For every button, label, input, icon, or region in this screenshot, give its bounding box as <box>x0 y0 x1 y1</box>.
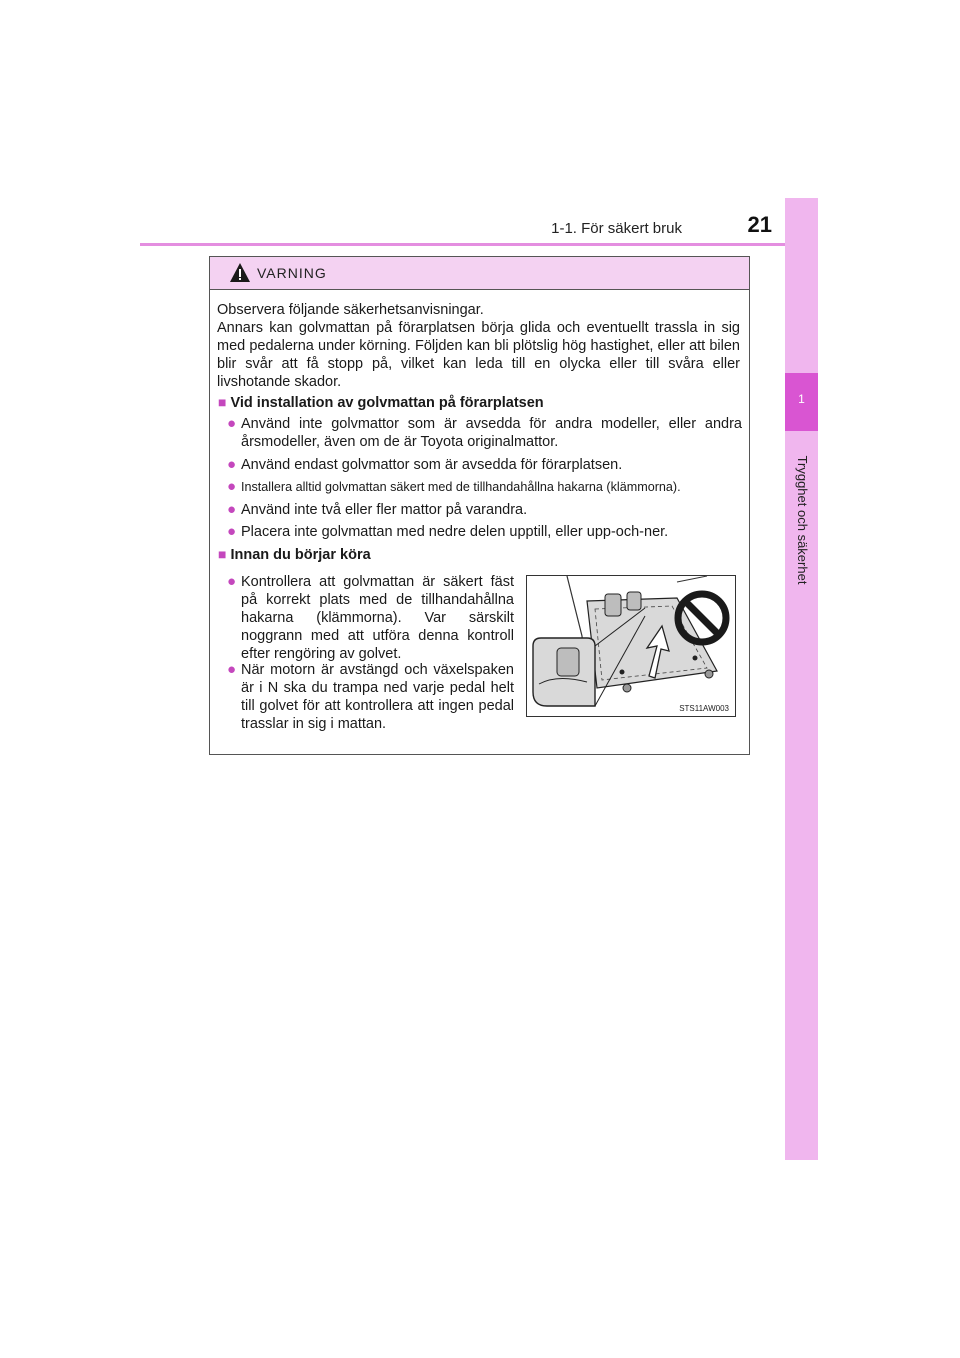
figure-code: STS11AW003 <box>679 704 729 713</box>
square-bullet-icon: ■ <box>218 394 227 410</box>
bullet-dot-icon: ● <box>227 456 237 473</box>
chapter-number: 1 <box>798 392 805 406</box>
list-item: ● Använd inte golvmattor som är avsedda för andra modeller, eller andra årsmodeller, även om de är Toyota originalmattor. <box>227 415 742 450</box>
section-title: 1-1. För säkert bruk <box>551 220 682 237</box>
warning-box <box>209 256 750 755</box>
chapter-label: Trygghet och säkerhet <box>795 455 810 585</box>
bullet-dot-icon: ● <box>227 501 237 518</box>
floor-mat-drawing <box>527 576 735 716</box>
header-rule <box>140 243 818 246</box>
section-heading-installation: ■ Vid installation av golvmattan på förarplatsen <box>218 394 544 411</box>
intro-paragraph: Annars kan golvmattan på förarplatsen börja glida och eventuellt trassla in sig med pedalerna under körning. Följden kan bli plötslig hög hastighet, eller att bilen blir svår att få stopp på, vilket kan leda till en olycka eller till svåra eller livshotande skador. <box>217 320 740 390</box>
page-number: 21 <box>747 212 772 237</box>
chapter-side-tab <box>785 198 818 1160</box>
warning-title: VARNING <box>257 265 327 281</box>
floor-mat-illustration <box>526 575 736 717</box>
section-heading-before-driving: ■ Innan du börjar köra <box>218 546 371 563</box>
bullet-dot-icon: ● <box>227 415 237 432</box>
list-item: ● Placera inte golvmattan med nedre delen upptill, eller upp-och-ner. <box>227 523 669 540</box>
square-bullet-icon: ■ <box>218 546 227 562</box>
intro-line-1: Observera följande säkerhetsanvisningar. <box>217 302 484 318</box>
warning-triangle-icon <box>229 262 251 284</box>
bullet-dot-icon: ● <box>227 661 237 678</box>
bullet-dot-icon: ● <box>227 573 237 590</box>
bullet-dot-icon: ● <box>227 523 237 540</box>
list-item: ● Installera alltid golvmattan säkert med de tillhandahållna hakarna (klämmorna). <box>227 478 681 495</box>
list-item: ● När motorn är avstängd och växelspaken är i N ska du trampa ned varje pedal helt till golvet för att kontrollera att ingen pedal trasslar in sig i mattan. <box>227 661 514 732</box>
warning-header <box>210 257 749 290</box>
bullet-dot-icon: ● <box>227 478 237 495</box>
list-item: ● Kontrollera att golvmattan är säkert fäst på korrekt plats med de tillhandahållna hakarna (klämmorna). Var särskilt noggrann med att utföra denna kontroll efter rengöring av golvet. <box>227 573 514 662</box>
list-item: ● Använd endast golvmattor som är avsedda för förarplatsen. <box>227 456 623 473</box>
warning-intro <box>217 301 740 391</box>
list-item: ● Använd inte två eller fler mattor på varandra. <box>227 501 528 518</box>
